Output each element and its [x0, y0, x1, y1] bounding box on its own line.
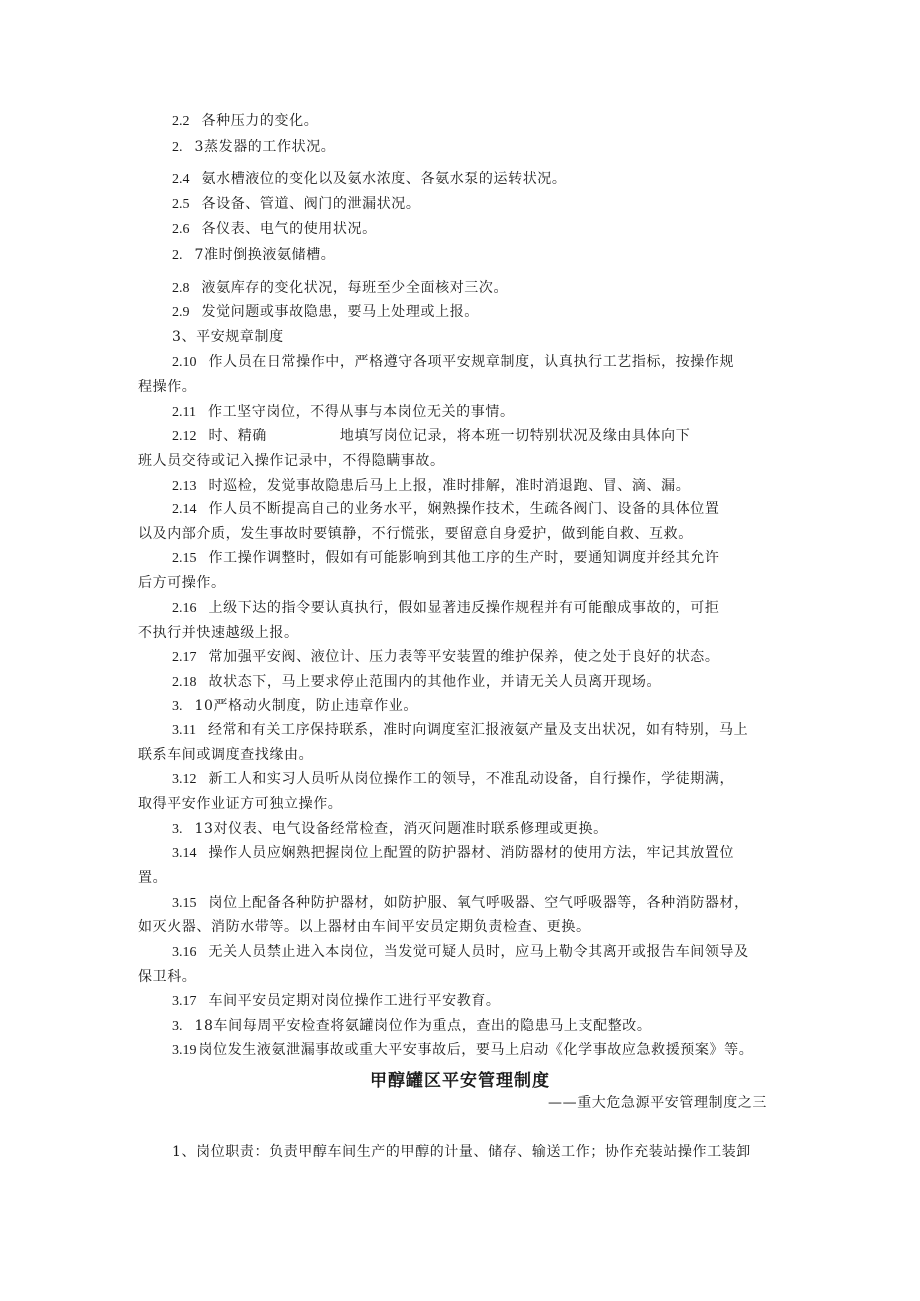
- list-item: 3.11 经常和有关工序保持联系，准时向调度室汇报液氨产量及支出状况，如有特别，马上: [172, 722, 749, 738]
- list-item: 2.11 作工坚守岗位，不得从事与本岗位无关的事情。: [172, 404, 515, 420]
- list-item: 2.16 上级下达的指令要认真执行，假如显著违反操作规程并有可能酿成事故的，可拒: [172, 600, 720, 616]
- list-item: 2.15 作工操作调整时，假如有可能影响到其他工序的生产时，要通知调度并经其允许: [172, 550, 720, 566]
- list-item: 3.16 无关人员禁止进入本岗位，当发觉可疑人员时，应马上勒令其离开或报告车间领导及: [172, 944, 749, 960]
- list-item: 3. 13对仪表、电气设备经常检查，消灭问题准时联系修理或更换。: [172, 821, 608, 837]
- list-item: 2.6 各仪表、电气的使用状况。: [172, 221, 377, 237]
- list-item: 3. 18车间每周平安检查将氨罐岗位作为重点，查出的隐患马上支配整改。: [172, 1018, 652, 1034]
- list-item: 3.12 新工人和实习人员听从岗位操作工的领导，不准乱动设备，自行操作，学徒期满，: [172, 771, 735, 787]
- list-item: 2.12 时、精确 地填写岗位记录，将本班一切特别状况及缘由具体向下: [172, 428, 691, 444]
- list-item: 2.9 发觉问题或事故隐患，要马上处理或上报。: [172, 304, 479, 320]
- list-item-continuation: 如灭火器、消防水带等。以上器材由车间平安员定期负责检查、更换。: [138, 919, 591, 935]
- list-item: 3. 10严格动火制度，防止违章作业。: [172, 698, 418, 714]
- list-item: 2. 3蒸发器的工作状况。: [172, 139, 336, 155]
- list-item: 2. 7准时倒换液氨储槽。: [172, 247, 336, 263]
- list-item-continuation: 取得平安作业证方可独立操作。: [138, 796, 343, 812]
- list-item: 3.19 岗位发生液氨泄漏事故或重大平安事故后，要马上启动《化学事故应急救援预案》等。: [172, 1042, 754, 1058]
- subtitle: ——重大危急源平安管理制度之三: [548, 1095, 767, 1111]
- list-item: 2.17 常加强平安阀、液位计、压力表等平安装置的维护保养，使之处于良好的状态。: [172, 649, 720, 665]
- list-item: 2.14 作人员不断提高自己的业务水平，娴熟操作技术，生疏各阀门、设备的具体位置: [172, 501, 720, 517]
- list-item: 3.17 车间平安员定期对岗位操作工进行平安教育。: [172, 993, 501, 1009]
- list-item: 2.13 时巡检，发觉事故隐患后马上上报，准时排解，准时消退跑、冒、滴、漏。: [172, 478, 691, 494]
- list-item: 3.14 操作人员应娴熟把握岗位上配置的防护器材、消防器材的使用方法，牢记其放置位: [172, 845, 735, 861]
- list-item-continuation: 不执行并快速越级上报。: [138, 625, 299, 641]
- list-item: 2.2 各种压力的变化。: [172, 113, 319, 129]
- list-item-continuation: 班人员交待或记入操作记录中，不得隐瞒事故。: [138, 453, 445, 469]
- list-item-continuation: 置。: [138, 870, 168, 886]
- list-item: 3.15 岗位上配备各种防护器材，如防护服、氧气呼吸器、空气呼吸器等，各种消防器材，: [172, 895, 749, 911]
- list-item-continuation: 以及内部介质，发生事故时要镇静，不行慌张，要留意自身爱护，做到能自救、互救。: [138, 526, 693, 542]
- list-item: 2.5 各设备、管道、阀门的泄漏状况。: [172, 196, 421, 212]
- page-title: 甲醇罐区平安管理制度: [370, 1071, 550, 1091]
- list-item-continuation: 后方可操作。: [138, 575, 226, 591]
- list-item-continuation: 程操作。: [138, 379, 197, 395]
- list-item: 2.8 液氨库存的变化状况，每班至少全面核对三次。: [172, 280, 509, 296]
- list-item: 2.10 作人员在日常操作中，严格遵守各项平安规章制度，认真执行工艺指标，按操作规: [172, 354, 735, 370]
- list-item: 2.4 氨水槽液位的变化以及氨水浓度、各氨水泵的运转状况。: [172, 171, 567, 187]
- list-item: 2.18 故状态下，马上要求停止范围内的其他作业，并请无关人员离开现场。: [172, 674, 662, 690]
- body-paragraph: 1、岗位职责：负责甲醇车间生产的甲醇的计量、储存、输送工作；协作充装站操作工装卸: [172, 1144, 751, 1160]
- list-item-continuation: 联系车间或调度查找缘由。: [138, 747, 314, 763]
- list-item-continuation: 保卫科。: [138, 969, 197, 985]
- section-heading: 3、平安规章制度: [172, 329, 284, 345]
